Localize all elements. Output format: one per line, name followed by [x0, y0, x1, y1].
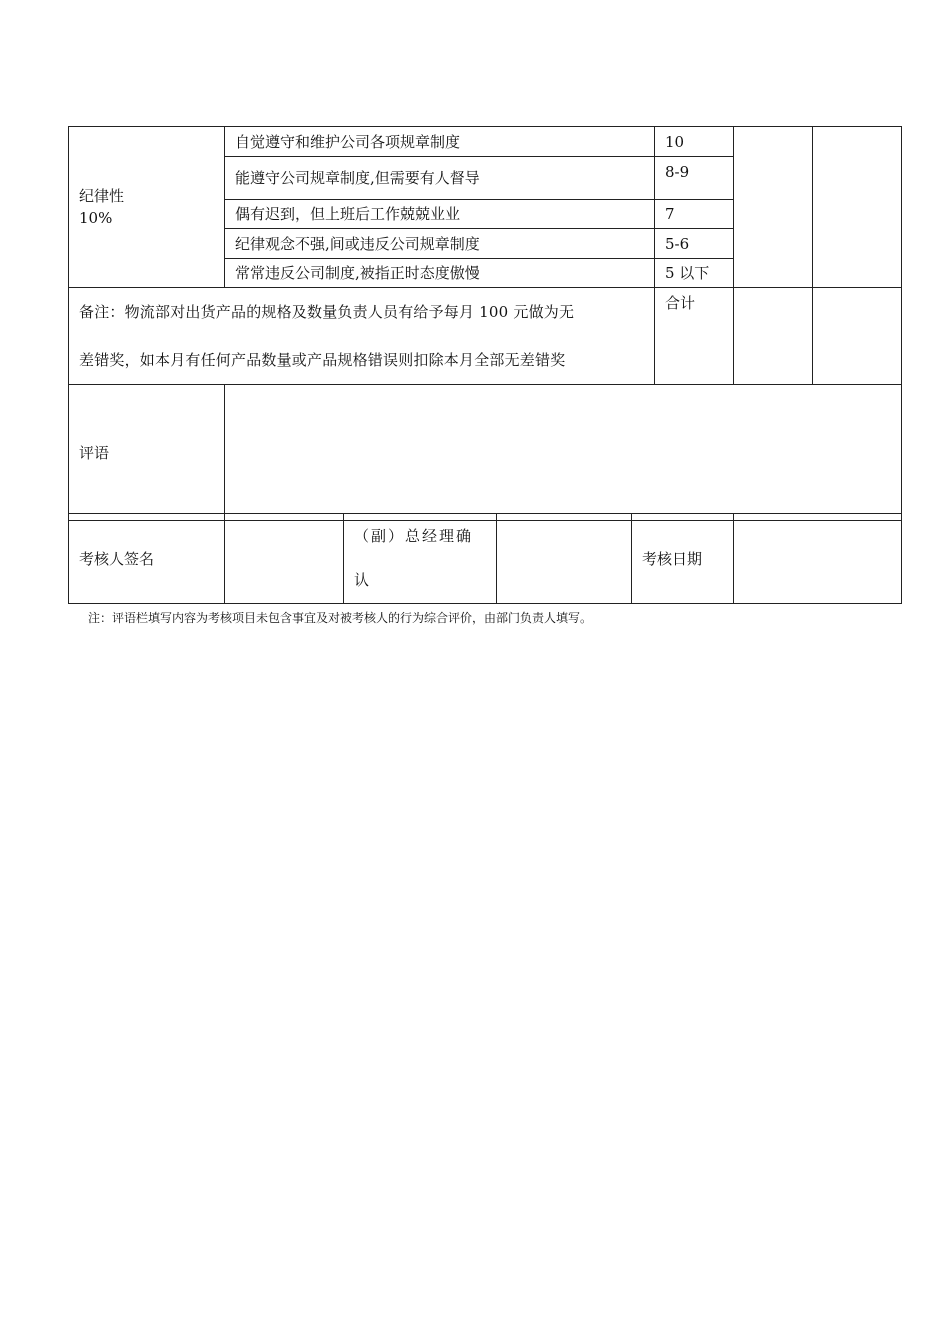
- total-self-score-cell[interactable]: [734, 288, 813, 385]
- footnote: 注：评语栏填写内容为考核项目未包含事宜及对被考核人的行为综合评价，由部门负责人填写。: [88, 611, 593, 625]
- remark-line-1: 备注：物流部对出货产品的规格及数量负责人员有给予每月 100 元做为无: [79, 303, 575, 321]
- criteria-text: 纪律观念不强,间或违反公司规章制度: [225, 229, 655, 259]
- criteria-text: 偶有迟到，但上班后工作兢兢业业: [225, 200, 655, 229]
- discipline-name: 纪律性: [79, 187, 125, 205]
- discipline-score-table: [68, 126, 902, 521]
- assessment-date-label: 考核日期: [632, 514, 734, 604]
- manager-confirm-line-1: （副）总经理确: [354, 527, 474, 545]
- signature-row: [69, 514, 902, 604]
- assessor-signature-cell[interactable]: [225, 514, 344, 604]
- self-score-cell[interactable]: [734, 127, 813, 288]
- manager-confirm-cell[interactable]: [497, 514, 632, 604]
- criteria-text: 自觉遵守和维护公司各项规章制度: [225, 127, 655, 157]
- manager-confirm-line-2: 认: [354, 571, 372, 589]
- criteria-text: 常常违反公司制度,被指正时态度傲慢: [225, 259, 655, 288]
- comment-row: [69, 385, 902, 521]
- assessor-signature-label: 考核人签名: [69, 514, 225, 604]
- comment-input-cell[interactable]: [225, 385, 902, 521]
- criteria-score: 8-9: [655, 157, 734, 200]
- final-score-cell[interactable]: [813, 127, 902, 288]
- discipline-category-cell: [69, 127, 225, 288]
- criteria-score: 7: [655, 200, 734, 229]
- signature-table: [68, 513, 902, 604]
- criteria-score: 10: [655, 127, 734, 157]
- total-label: 合计: [655, 288, 734, 385]
- criteria-row: [69, 127, 902, 157]
- remark-row: [69, 288, 902, 385]
- criteria-score: 5-6: [655, 229, 734, 259]
- remark-line-2: 差错奖，如本月有任何产品数量或产品规格错误则扣除本月全部无差错奖: [79, 351, 566, 369]
- total-final-score-cell[interactable]: [813, 288, 902, 385]
- assessment-date-cell[interactable]: [734, 514, 902, 604]
- criteria-text: 能遵守公司规章制度,但需要有人督导: [225, 157, 655, 200]
- remark-cell: [69, 288, 655, 385]
- comment-label: 评语: [69, 385, 225, 521]
- discipline-weight: 10%: [79, 209, 113, 227]
- criteria-score: 5 以下: [655, 259, 734, 288]
- manager-confirm-label: [344, 514, 497, 604]
